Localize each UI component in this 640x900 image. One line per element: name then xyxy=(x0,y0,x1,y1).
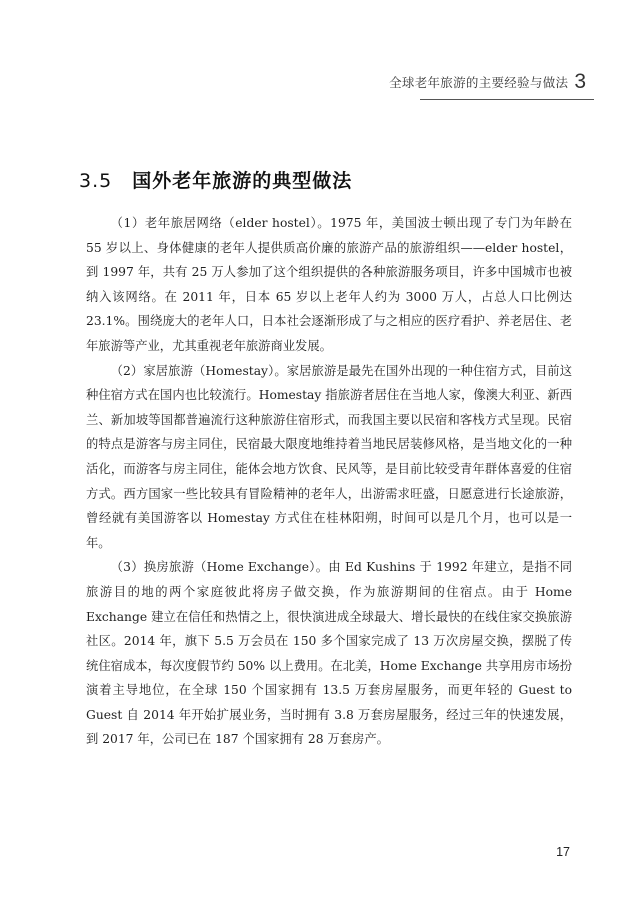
paragraph-homestay: （2）家居旅游（Homestay）。家居旅游是最先在国外出现的一种住宿方式，目前这种住宿方式在国内也比较流行。Homestay 指旅游者居住在当地人家，像澳大利亚、新西兰、新加坡等国都普遍流行这种旅游住宿形式，而我国主要以民宿和客栈方式呈现。民宿的特点是游客与房主同住，民宿最大限度地维持着当地民居装修风格，是当地文化的一种活化，而游客与房主同住，能体会地方饮食、民风等，是目前比较受青年群体喜爱的住宿方式。西方国家一些比较具有冒险精神的老年人，出游需求旺盛，日愿意进行长途旅游，曾经就有美国游客以 Homestay 方式住在桂林阳朔，时间可以是几个月，也可以是一年。 xyxy=(86,363,572,550)
header-rule xyxy=(420,99,594,100)
paragraph-home-exchange: （3）换房旅游（Home Exchange）。由 Ed Kushins 于 1992 年建立，是指不同旅游目的地的两个家庭彼此将房子做交换，作为旅游期间的住宿点。由于 Home Exchange 建立在信任和热情之上，很快演进成全球最大、增长最快的在线住家交换旅游社区。2014 年，旗下 5.5 万会员在 150 多个国家完成了 13 万次房屋交换，摆脱了传统住宿成本，每次度假节约 50% 以上费用。在北美，Home Exchange 共享用房市场扮演着主导地位，在全球 150 个国家拥有 13.5 万套房屋服务，而更年轻的 Guest to Guest 自 2014 年开始扩展业务，当时拥有 3.8 万套房屋服务，经过三年的快速发展，到 2017 年，公司已在 187 个国家拥有 28 万套房产。 xyxy=(86,560,572,747)
running-header xyxy=(389,70,586,93)
running-header-title: 全球老年旅游的主要经验与做法 xyxy=(389,75,569,90)
section-number: 3.5 xyxy=(79,170,113,192)
paragraph-elder-hostel: （1）老年旅居网络（elder hostel）。1975 年，美国波士顿出现了专门为年龄在 55 岁以上、身体健康的老年人提供质高价廉的旅游产品的旅游组织——elder hostel，到 1997 年，共有 25 万人参加了这个组织提供的各种旅游服务项目，许多中国城市也被纳入该网络。在 2011 年，日本 65 岁以上老年人约为 3000 万人，占总人口比例达 23.1%。围绕庞大的老年人口，日本社会逐渐形成了与之相应的医疗看护、养老居住、老年旅游等产业，尤其重视老年旅游商业发展。 xyxy=(86,216,572,353)
section-title xyxy=(79,166,352,193)
chapter-number: 3 xyxy=(574,70,586,93)
page-number: 17 xyxy=(556,845,570,859)
section-title-text: 国外老年旅游的典型做法 xyxy=(132,170,353,192)
body-text xyxy=(86,211,572,752)
